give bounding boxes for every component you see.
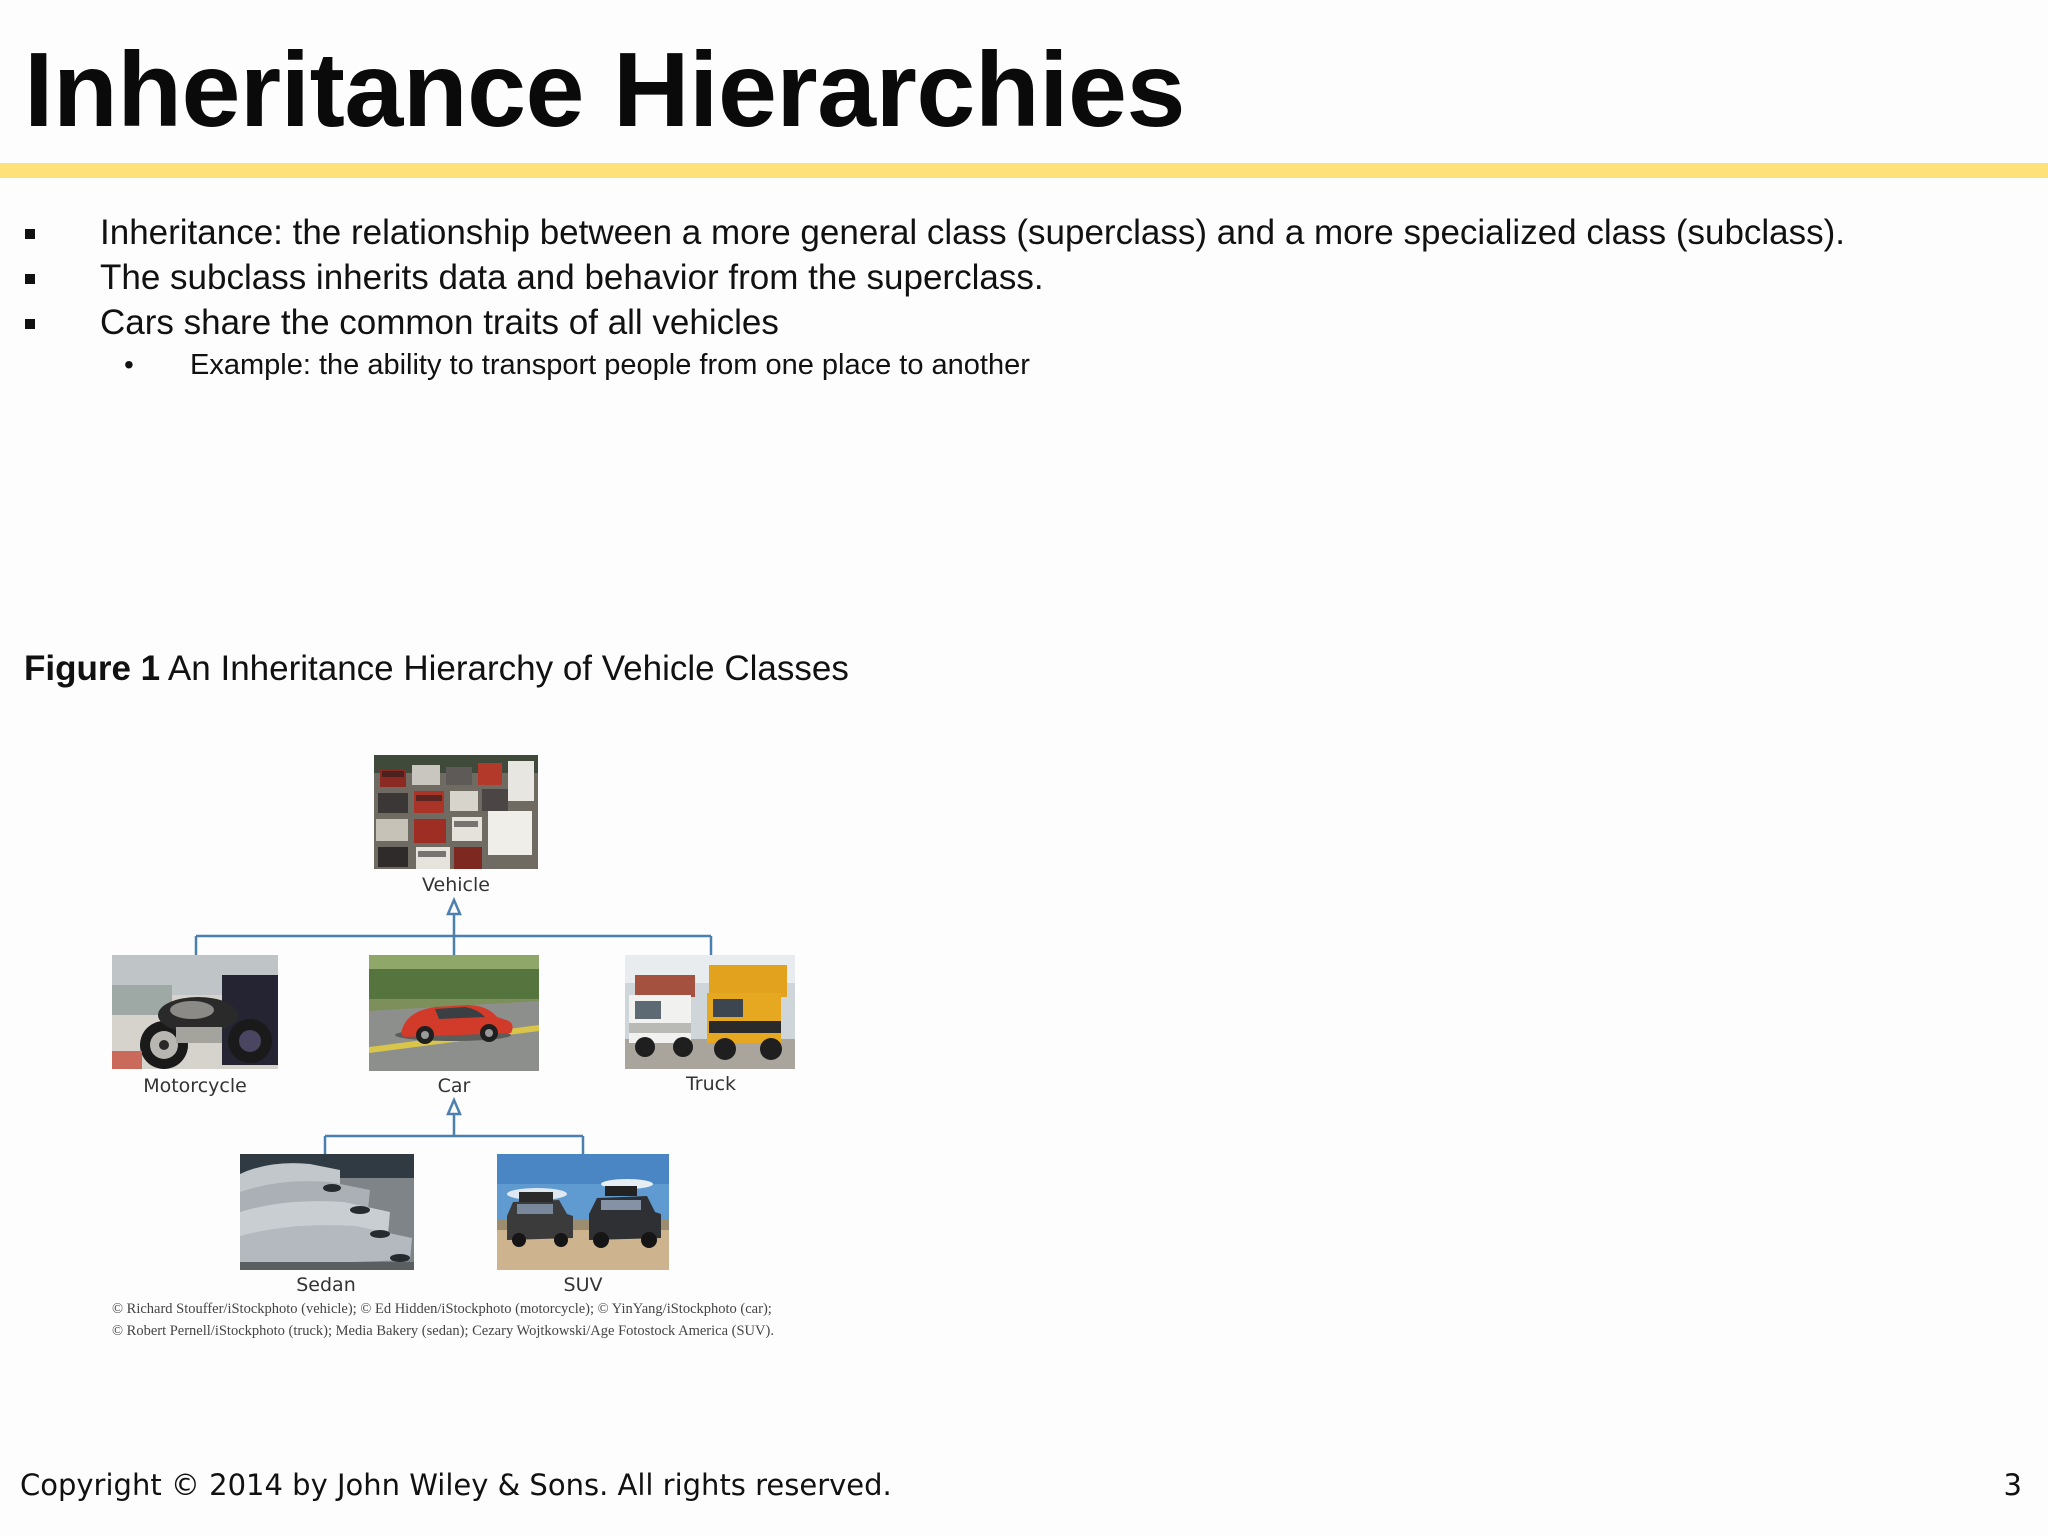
inheritance-arrowhead-car bbox=[448, 1100, 460, 1114]
truck-label: Truck bbox=[685, 1073, 737, 1095]
motorcycle-label: Motorcycle bbox=[143, 1075, 247, 1097]
vehicle-photo bbox=[374, 755, 538, 869]
bullet-item bbox=[0, 300, 2048, 345]
dot-bullet-icon: • bbox=[124, 349, 134, 380]
inheritance-arrowhead-vehicle bbox=[448, 900, 460, 914]
figure-caption bbox=[24, 646, 849, 692]
copyright-footer: Copyright © 2014 by John Wiley & Sons. All rights reserved. bbox=[20, 1468, 892, 1502]
sedan-label: Sedan bbox=[296, 1274, 356, 1296]
slide-title: Inheritance Hierarchies bbox=[24, 31, 1185, 149]
suv-label: SUV bbox=[563, 1274, 603, 1296]
sedan-photo bbox=[240, 1154, 414, 1270]
bullet-text: Inheritance: the relationship between a more general class (superclass) and a more specialized class (subclass). bbox=[100, 213, 1846, 252]
square-bullet-icon bbox=[25, 274, 35, 284]
vehicle-label: Vehicle bbox=[422, 874, 490, 896]
suv-photo bbox=[497, 1154, 669, 1270]
bullet-item bbox=[0, 210, 2048, 255]
sub-bullet-text: Example: the ability to transport people from one place to another bbox=[190, 349, 1030, 381]
sub-bullet-item bbox=[0, 345, 2048, 385]
motorcycle-photo bbox=[112, 955, 278, 1069]
bullet-list bbox=[0, 210, 2048, 385]
bullet-text: Cars share the common traits of all vehicles bbox=[100, 303, 779, 342]
inheritance-hierarchy-figure bbox=[100, 740, 900, 1350]
bullet-item bbox=[0, 255, 2048, 300]
title-underline-rule bbox=[0, 163, 2048, 178]
square-bullet-icon bbox=[25, 319, 35, 329]
car-label: Car bbox=[437, 1075, 471, 1097]
page-number: 3 bbox=[2003, 1468, 2022, 1502]
truck-photo bbox=[625, 955, 795, 1069]
bullet-text: The subclass inherits data and behavior from the superclass. bbox=[100, 258, 1044, 297]
figure-number: Figure 1 bbox=[24, 649, 161, 688]
square-bullet-icon bbox=[25, 229, 35, 239]
figure-title: An Inheritance Hierarchy of Vehicle Classes bbox=[160, 649, 849, 688]
photo-credits-line: © Richard Stouffer/iStockphoto (vehicle); © Ed Hidden/iStockphoto (motorcycle); © YinYang/iStockphoto (car); bbox=[112, 1301, 772, 1317]
photo-credits bbox=[112, 1298, 774, 1342]
car-photo bbox=[369, 955, 539, 1071]
photo-credits-line: © Robert Pernell/iStockphoto (truck); Media Bakery (sedan); Cezary Wojtkowski/Age Fotostock America (SUV). bbox=[112, 1323, 774, 1339]
